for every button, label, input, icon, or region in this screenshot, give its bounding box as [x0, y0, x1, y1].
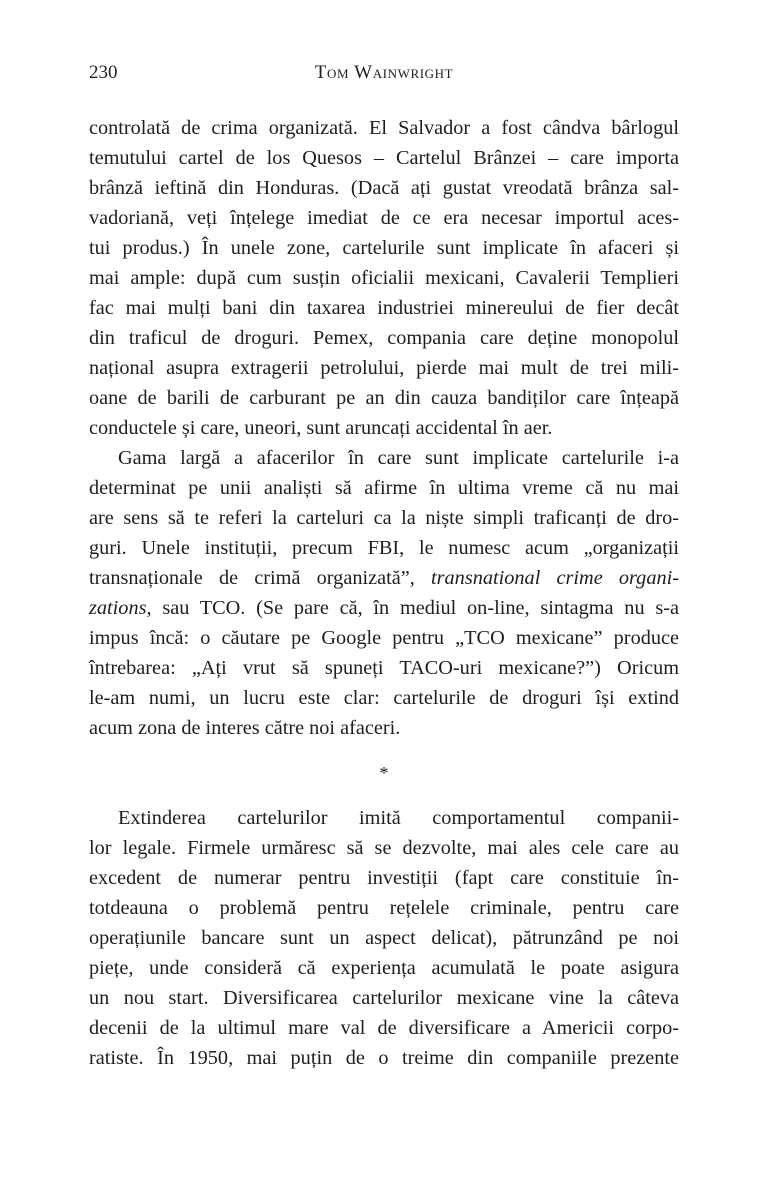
text-line: determinat pe unii analiști să afirme în ultima vreme că nu mai [89, 477, 679, 499]
paragraph-2 [89, 443, 679, 743]
text-line: decenii de la ultimul mare val de diversificare a Americii corpo- [89, 1017, 679, 1039]
text-line: vadoriană, veți înțelege imediat de ce era necesar importul aces- [89, 207, 679, 229]
text-line: lor legale. Firmele urmăresc să se dezvolte, mai ales cele care au [89, 837, 679, 859]
italic-text-run: zations [89, 597, 147, 619]
text-line: Extinderea cartelurilor imită comportamentul companii- [118, 807, 679, 829]
paragraph-1 [89, 113, 679, 443]
text-line: un nou start. Diversificarea cartelurilor mexicane vine la câteva [89, 987, 679, 1009]
text-line: tui produs.) În unele zone, cartelurile sunt implicate în afaceri și [89, 237, 679, 259]
text-line: le-am numi, un lucru este clar: cartelurile de droguri își extind [89, 687, 679, 709]
text-line: din traficul de droguri. Pemex, compania care deține monopolul [89, 327, 679, 349]
text-run: transnaționale de crimă organizată”, [89, 567, 432, 589]
text-line: temutului cartel de los Quesos – Cartelul Brânzei – care importa [89, 147, 679, 169]
section-separator-asterisk: * [379, 763, 389, 783]
paragraph-3 [89, 803, 679, 1073]
text-line: are sens să te referi la carteluri ca la niște simpli traficanți de dro- [89, 507, 679, 529]
running-head-author: Tom Wainwright [314, 62, 454, 83]
text-line: mai ample: după cum susțin oficialii mexicani, Cavalerii Templieri [89, 267, 679, 289]
page-number: 230 [89, 62, 118, 83]
text-line: conductele și care, uneori, sunt aruncați accidental în aer. [89, 417, 553, 439]
italic-text-run: transnational crime organi- [431, 567, 679, 589]
page-header [89, 62, 679, 88]
text-line: controlată de crima organizată. El Salvador a fost cândva bârlogul [89, 117, 679, 139]
text-line-mixed [89, 593, 679, 623]
text-line: întrebarea: „Ați vrut să spuneți TACO-uri mexicane?”) Oricum [89, 657, 679, 679]
text-run: , sau TCO. (Se pare că, în mediul on-line, sintagma nu s-a [146, 597, 679, 619]
text-line: brânză ieftină din Honduras. (Dacă ați gustat vreodată brânza sal- [89, 177, 679, 199]
text-line: Gama largă a afacerilor în care sunt implicate cartelurile i-a [118, 447, 679, 469]
text-line: acum zona de interes către noi afaceri. [89, 717, 401, 739]
text-line: excedent de numerar pentru investiții (fapt care constituie în- [89, 867, 679, 889]
text-line: operațiunile bancare sunt un aspect delicat), pătrunzând pe noi [89, 927, 679, 949]
text-line: totdeauna o problemă pentru rețelele criminale, pentru care [89, 897, 679, 919]
text-line: impus încă: o căutare pe Google pentru „TCO mexicane” produce [89, 627, 679, 649]
text-line: guri. Unele instituții, precum FBI, le numesc acum „organizații [89, 537, 679, 559]
text-line: național asupra extragerii petrolului, pierde mai mult de trei mili- [89, 357, 679, 379]
text-line: fac mai mulți bani din taxarea industriei minereului de fier decât [89, 297, 679, 319]
text-line: piețe, unde consideră că experiența acumulată le poate asigura [89, 957, 679, 979]
text-line-mixed [89, 563, 679, 593]
page-body [89, 113, 679, 1073]
text-line: ratiste. În 1950, mai puțin de o treime din companiile prezente [89, 1047, 679, 1069]
text-line: oane de barili de carburant pe an din cauza bandiților care înțeapă [89, 387, 679, 409]
